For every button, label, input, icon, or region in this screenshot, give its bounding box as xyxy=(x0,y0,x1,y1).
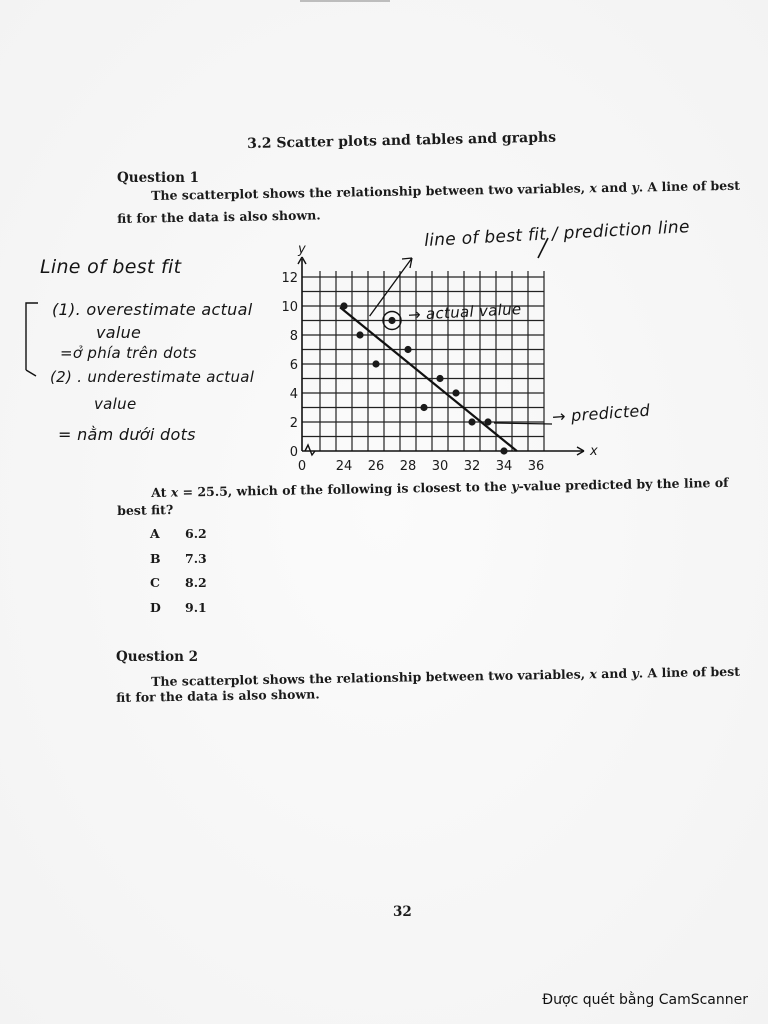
x-tick-label: 28 xyxy=(399,459,417,474)
data-point xyxy=(484,418,491,425)
q1-var-y: y xyxy=(631,179,639,195)
q2-var-x: x xyxy=(589,666,598,682)
data-point xyxy=(468,418,475,425)
x-tick-label: 36 xyxy=(527,459,545,474)
question-1-heading: Question 1 xyxy=(117,170,200,186)
chart-grid xyxy=(281,242,598,474)
choice-letter: A xyxy=(150,526,160,541)
q1-prompt-var-x: x xyxy=(170,484,179,500)
y-tick-label: 8 xyxy=(289,329,298,344)
handwritten-note-2-line-2: value xyxy=(94,395,137,413)
choice-value: 8.2 xyxy=(185,575,207,590)
answer-choices xyxy=(150,526,207,624)
q1-prompt-pre: At xyxy=(151,484,171,500)
choice-d[interactable] xyxy=(150,600,207,625)
q1-text-pre: The scatterplot shows the relationship between two variables, xyxy=(151,180,590,203)
x-axis-break xyxy=(305,445,315,455)
q1-var-x: x xyxy=(589,180,598,196)
question-1-prompt-line-2: best fit? xyxy=(117,502,174,518)
data-point xyxy=(500,447,507,454)
choice-value: 6.2 xyxy=(185,526,207,541)
handwritten-note-1-line-3: =ở phía trên dots xyxy=(60,344,197,362)
y-tick-label: 4 xyxy=(289,387,298,402)
question-2-text-line-2: fit for the data is also shown. xyxy=(116,686,320,705)
choice-value: 7.3 xyxy=(185,550,207,566)
q2-var-y: y xyxy=(631,665,639,681)
x-tick-label: 34 xyxy=(495,459,513,474)
handwritten-note-2-line-1: (2) . underestimate actual xyxy=(50,368,255,386)
data-point xyxy=(340,302,347,309)
data-point xyxy=(420,404,427,411)
choice-letter: C xyxy=(150,575,160,590)
data-point xyxy=(452,389,459,396)
handwritten-note-1-line-1: (1). overestimate actual xyxy=(52,300,253,319)
y-tick-label: 12 xyxy=(281,271,298,286)
notes-bracket xyxy=(26,303,38,376)
choice-letter: D xyxy=(150,599,161,615)
data-point xyxy=(388,317,395,324)
choice-c[interactable] xyxy=(150,575,207,600)
data-point xyxy=(404,346,411,353)
x-axis-label: x xyxy=(590,444,598,459)
handwritten-note-1-line-2: value xyxy=(96,323,142,342)
data-point xyxy=(356,331,363,338)
q2-and-word: and xyxy=(596,665,632,682)
y-axis-label: y xyxy=(298,242,306,257)
x-tick-label: 24 xyxy=(335,459,353,474)
y-tick-label: 2 xyxy=(289,416,298,431)
handwritten-note-2-line-3: = nằm dưới dots xyxy=(58,425,196,444)
data-point xyxy=(436,375,443,382)
q1-prompt-post: -value predicted by the line of xyxy=(518,474,729,494)
section-title: 3.2 Scatter plots and tables and graphs xyxy=(247,129,557,152)
data-point xyxy=(372,360,379,367)
y-tick-label: 6 xyxy=(289,358,298,373)
predicted-pointer-line xyxy=(494,423,552,424)
choice-value: 9.1 xyxy=(185,599,207,615)
handwritten-top-label: line of best fit / prediction line xyxy=(423,217,691,251)
y-tick-label: 10 xyxy=(281,300,298,315)
y-tick-label: 0 xyxy=(289,445,298,460)
x-tick-label: 0 xyxy=(297,459,307,474)
x-tick-label: 30 xyxy=(431,459,449,474)
question-2-heading: Question 2 xyxy=(116,649,199,665)
question-1-text-line-2: fit for the data is also shown. xyxy=(117,207,321,226)
handwritten-actual-value-label: → actual value xyxy=(407,300,522,324)
choice-b[interactable] xyxy=(150,551,207,576)
fit-line-pointer-arrow xyxy=(370,258,412,316)
q1-text-post: . A line of best xyxy=(638,177,741,195)
q2-text-pre: The scatterplot shows the relationship between two variables, xyxy=(151,666,590,689)
camscanner-footer: Được quét bằng CamScanner xyxy=(542,992,748,1008)
x-tick-label: 32 xyxy=(463,459,481,474)
q1-prompt-var-y: y xyxy=(511,478,519,494)
x-tick-label: 26 xyxy=(367,459,385,474)
choice-letter: B xyxy=(150,550,161,566)
q1-prompt-mid: = 25.5, which of the following is closest to the xyxy=(178,478,512,500)
handwritten-predicted-label: → predicted xyxy=(551,400,651,427)
handwritten-title: Line of best fit xyxy=(40,256,182,278)
q1-and-word: and xyxy=(596,179,632,196)
choice-a[interactable] xyxy=(150,526,207,551)
q2-text-post: . A line of best xyxy=(638,663,741,681)
page-number: 32 xyxy=(393,904,412,920)
best-fit-line xyxy=(340,307,517,451)
